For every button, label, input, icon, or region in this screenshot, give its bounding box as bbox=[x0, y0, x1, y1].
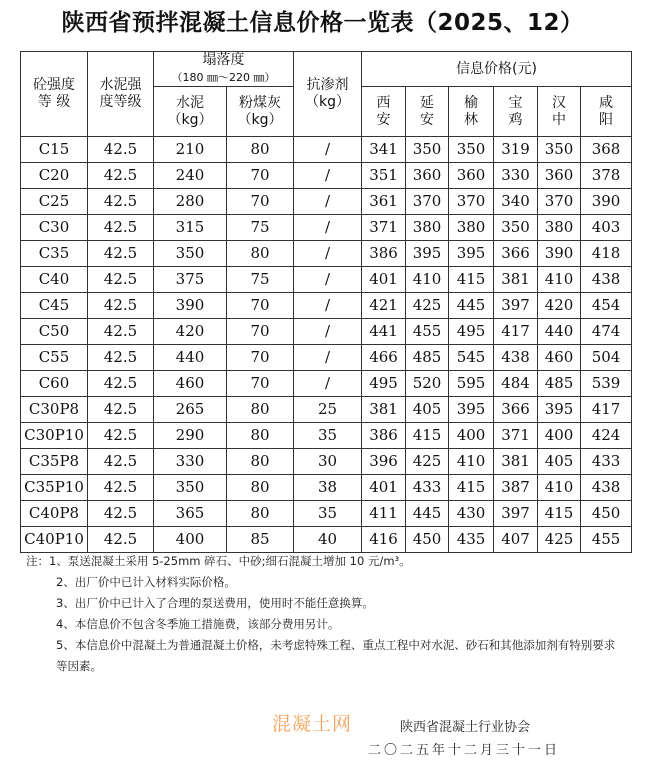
flyash-cell: 70 bbox=[227, 319, 294, 345]
grade-cell: C25 bbox=[21, 189, 88, 215]
table-row bbox=[21, 501, 632, 527]
header-city-yanan: 延 安 bbox=[406, 87, 449, 137]
price-cell: 396 bbox=[362, 449, 406, 475]
price-cell: 350 bbox=[494, 215, 538, 241]
price-cell: 445 bbox=[449, 293, 494, 319]
price-cell: 425 bbox=[406, 293, 449, 319]
grade-cell: C30 bbox=[21, 215, 88, 241]
price-cell: 361 bbox=[362, 189, 406, 215]
notes bbox=[26, 551, 626, 677]
table-row bbox=[21, 397, 632, 423]
price-cell: 340 bbox=[494, 189, 538, 215]
note-2: 2、出厂价中已计入材料实际价格。 bbox=[56, 575, 236, 589]
price-cell: 397 bbox=[494, 293, 538, 319]
price-cell: 410 bbox=[406, 267, 449, 293]
price-cell: 407 bbox=[494, 527, 538, 553]
price-cell: 397 bbox=[494, 501, 538, 527]
flyash-cell: 80 bbox=[227, 449, 294, 475]
price-cell: 341 bbox=[362, 137, 406, 163]
price-cell: 371 bbox=[494, 423, 538, 449]
price-cell: 395 bbox=[449, 241, 494, 267]
cement-cell: 375 bbox=[154, 267, 227, 293]
price-cell: 415 bbox=[538, 501, 581, 527]
price-cell: 460 bbox=[538, 345, 581, 371]
flyash-cell: 70 bbox=[227, 371, 294, 397]
cement-cell: 265 bbox=[154, 397, 227, 423]
grade-cell: C35P8 bbox=[21, 449, 88, 475]
price-cell: 319 bbox=[494, 137, 538, 163]
grade-cell: C35P10 bbox=[21, 475, 88, 501]
price-cell: 504 bbox=[581, 345, 632, 371]
price-cell: 411 bbox=[362, 501, 406, 527]
flyash-cell: 75 bbox=[227, 267, 294, 293]
cement-grade-cell: 42.5 bbox=[88, 267, 154, 293]
cement-cell: 365 bbox=[154, 501, 227, 527]
price-cell: 495 bbox=[362, 371, 406, 397]
flyash-cell: 80 bbox=[227, 241, 294, 267]
price-table-body bbox=[21, 137, 632, 553]
admixture-cell: 38 bbox=[294, 475, 362, 501]
admixture-cell: / bbox=[294, 241, 362, 267]
note-3: 3、出厂价中已计入了合理的泵送费用，使用时不能任意换算。 bbox=[56, 596, 374, 610]
table-row bbox=[21, 215, 632, 241]
price-cell: 390 bbox=[581, 189, 632, 215]
cement-cell: 240 bbox=[154, 163, 227, 189]
grade-cell: C40P10 bbox=[21, 527, 88, 553]
price-cell: 485 bbox=[538, 371, 581, 397]
price-cell: 351 bbox=[362, 163, 406, 189]
price-cell: 395 bbox=[538, 397, 581, 423]
cement-grade-cell: 42.5 bbox=[88, 189, 154, 215]
price-cell: 403 bbox=[581, 215, 632, 241]
cement-cell: 315 bbox=[154, 215, 227, 241]
price-cell: 360 bbox=[449, 163, 494, 189]
table-row bbox=[21, 137, 632, 163]
grade-cell: C60 bbox=[21, 371, 88, 397]
price-cell: 415 bbox=[449, 475, 494, 501]
header-city-xianyang: 咸 阳 bbox=[581, 87, 632, 137]
price-cell: 450 bbox=[406, 527, 449, 553]
price-cell: 441 bbox=[362, 319, 406, 345]
cement-grade-cell: 42.5 bbox=[88, 319, 154, 345]
price-cell: 405 bbox=[538, 449, 581, 475]
admixture-cell: / bbox=[294, 345, 362, 371]
price-cell: 435 bbox=[449, 527, 494, 553]
price-cell: 438 bbox=[581, 267, 632, 293]
table-row bbox=[21, 449, 632, 475]
cement-cell: 290 bbox=[154, 423, 227, 449]
price-cell: 450 bbox=[581, 501, 632, 527]
price-cell: 433 bbox=[581, 449, 632, 475]
price-cell: 440 bbox=[538, 319, 581, 345]
price-cell: 401 bbox=[362, 267, 406, 293]
header-price-group: 信息价格(元) bbox=[362, 52, 632, 87]
price-cell: 380 bbox=[538, 215, 581, 241]
header-slump: 塌落度 （180 ㎜～220 ㎜） bbox=[154, 52, 294, 87]
table-row bbox=[21, 319, 632, 345]
price-cell: 438 bbox=[581, 475, 632, 501]
price-cell: 455 bbox=[581, 527, 632, 553]
cement-cell: 350 bbox=[154, 241, 227, 267]
flyash-cell: 80 bbox=[227, 475, 294, 501]
admixture-cell: / bbox=[294, 215, 362, 241]
price-cell: 474 bbox=[581, 319, 632, 345]
price-cell: 425 bbox=[538, 527, 581, 553]
admixture-cell: 35 bbox=[294, 423, 362, 449]
admixture-cell: / bbox=[294, 319, 362, 345]
price-cell: 395 bbox=[449, 397, 494, 423]
header-city-xian: 西 安 bbox=[362, 87, 406, 137]
header-city-baoji: 宝 鸡 bbox=[494, 87, 538, 137]
header-admixture: 抗渗剂 （kg） bbox=[294, 52, 362, 137]
flyash-cell: 70 bbox=[227, 293, 294, 319]
cement-cell: 390 bbox=[154, 293, 227, 319]
grade-cell: C45 bbox=[21, 293, 88, 319]
price-cell: 386 bbox=[362, 241, 406, 267]
price-cell: 420 bbox=[538, 293, 581, 319]
price-cell: 381 bbox=[362, 397, 406, 423]
price-cell: 400 bbox=[538, 423, 581, 449]
price-cell: 421 bbox=[362, 293, 406, 319]
price-cell: 350 bbox=[406, 137, 449, 163]
cement-grade-cell: 42.5 bbox=[88, 163, 154, 189]
price-cell: 545 bbox=[449, 345, 494, 371]
admixture-cell: / bbox=[294, 137, 362, 163]
price-cell: 368 bbox=[581, 137, 632, 163]
price-cell: 595 bbox=[449, 371, 494, 397]
table-row bbox=[21, 475, 632, 501]
price-cell: 424 bbox=[581, 423, 632, 449]
price-cell: 454 bbox=[581, 293, 632, 319]
price-cell: 520 bbox=[406, 371, 449, 397]
price-cell: 395 bbox=[406, 241, 449, 267]
cement-grade-cell: 42.5 bbox=[88, 137, 154, 163]
price-cell: 410 bbox=[538, 267, 581, 293]
price-cell: 370 bbox=[449, 189, 494, 215]
table-row bbox=[21, 345, 632, 371]
issue-date: 二〇二五年十二月三十一日 bbox=[368, 743, 561, 758]
header-cement: 水泥 （kg） bbox=[154, 87, 227, 137]
price-cell: 417 bbox=[581, 397, 632, 423]
cement-grade-cell: 42.5 bbox=[88, 371, 154, 397]
flyash-cell: 80 bbox=[227, 501, 294, 527]
price-cell: 371 bbox=[362, 215, 406, 241]
table-row bbox=[21, 189, 632, 215]
grade-cell: C50 bbox=[21, 319, 88, 345]
price-cell: 425 bbox=[406, 449, 449, 475]
cement-grade-cell: 42.5 bbox=[88, 449, 154, 475]
cement-cell: 210 bbox=[154, 137, 227, 163]
table-row bbox=[21, 371, 632, 397]
price-cell: 416 bbox=[362, 527, 406, 553]
price-cell: 430 bbox=[449, 501, 494, 527]
note-4: 4、本信息价不包含冬季施工措施费，该部分费用另计。 bbox=[56, 617, 340, 631]
price-cell: 410 bbox=[538, 475, 581, 501]
cement-cell: 400 bbox=[154, 527, 227, 553]
price-cell: 418 bbox=[581, 241, 632, 267]
grade-cell: C30P8 bbox=[21, 397, 88, 423]
price-cell: 350 bbox=[449, 137, 494, 163]
flyash-cell: 75 bbox=[227, 215, 294, 241]
price-cell: 495 bbox=[449, 319, 494, 345]
table-row bbox=[21, 241, 632, 267]
table-row bbox=[21, 293, 632, 319]
grade-cell: C15 bbox=[21, 137, 88, 163]
price-cell: 401 bbox=[362, 475, 406, 501]
price-cell: 380 bbox=[449, 215, 494, 241]
cement-cell: 280 bbox=[154, 189, 227, 215]
flyash-cell: 70 bbox=[227, 345, 294, 371]
cement-grade-cell: 42.5 bbox=[88, 475, 154, 501]
flyash-cell: 80 bbox=[227, 397, 294, 423]
price-cell: 445 bbox=[406, 501, 449, 527]
grade-cell: C30P10 bbox=[21, 423, 88, 449]
admixture-cell: 35 bbox=[294, 501, 362, 527]
price-cell: 484 bbox=[494, 371, 538, 397]
flyash-cell: 70 bbox=[227, 163, 294, 189]
grade-cell: C40P8 bbox=[21, 501, 88, 527]
price-cell: 438 bbox=[494, 345, 538, 371]
table-row bbox=[21, 163, 632, 189]
price-cell: 350 bbox=[538, 137, 581, 163]
note-1: 注：1、泵送混凝土采用 5-25mm 碎石、中砂;细石混凝土增加 10 元/m³。 bbox=[26, 554, 411, 568]
cement-cell: 460 bbox=[154, 371, 227, 397]
cement-cell: 420 bbox=[154, 319, 227, 345]
price-cell: 370 bbox=[406, 189, 449, 215]
price-cell: 433 bbox=[406, 475, 449, 501]
admixture-cell: / bbox=[294, 267, 362, 293]
price-cell: 366 bbox=[494, 397, 538, 423]
flyash-cell: 80 bbox=[227, 423, 294, 449]
admixture-cell: 30 bbox=[294, 449, 362, 475]
watermark: 混凝土网 bbox=[272, 713, 353, 735]
price-cell: 417 bbox=[494, 319, 538, 345]
admixture-cell: / bbox=[294, 189, 362, 215]
price-table bbox=[20, 51, 632, 553]
header-city-hanzhong: 汉 中 bbox=[538, 87, 581, 137]
price-cell: 360 bbox=[406, 163, 449, 189]
cement-grade-cell: 42.5 bbox=[88, 345, 154, 371]
grade-cell: C55 bbox=[21, 345, 88, 371]
price-cell: 466 bbox=[362, 345, 406, 371]
admixture-cell: / bbox=[294, 371, 362, 397]
page-title: 陕西省预拌混凝土信息价格一览表（2025、12） bbox=[61, 10, 584, 36]
price-cell: 370 bbox=[538, 189, 581, 215]
price-cell: 400 bbox=[449, 423, 494, 449]
cement-grade-cell: 42.5 bbox=[88, 501, 154, 527]
cement-cell: 350 bbox=[154, 475, 227, 501]
grade-cell: C35 bbox=[21, 241, 88, 267]
grade-cell: C40 bbox=[21, 267, 88, 293]
price-cell: 381 bbox=[494, 449, 538, 475]
price-cell: 366 bbox=[494, 241, 538, 267]
table-row bbox=[21, 423, 632, 449]
cement-cell: 440 bbox=[154, 345, 227, 371]
price-cell: 378 bbox=[581, 163, 632, 189]
price-cell: 330 bbox=[494, 163, 538, 189]
cement-grade-cell: 42.5 bbox=[88, 215, 154, 241]
header-city-yulin: 榆 林 bbox=[449, 87, 494, 137]
price-cell: 485 bbox=[406, 345, 449, 371]
header-grade: 砼强度 等 级 bbox=[21, 52, 88, 137]
price-cell: 387 bbox=[494, 475, 538, 501]
grade-cell: C20 bbox=[21, 163, 88, 189]
organization-name: 陕西省混凝土行业协会 bbox=[400, 720, 531, 735]
admixture-cell: 40 bbox=[294, 527, 362, 553]
cement-grade-cell: 42.5 bbox=[88, 527, 154, 553]
price-cell: 455 bbox=[406, 319, 449, 345]
admixture-cell: / bbox=[294, 163, 362, 189]
price-cell: 390 bbox=[538, 241, 581, 267]
table-row bbox=[21, 267, 632, 293]
price-cell: 386 bbox=[362, 423, 406, 449]
admixture-cell: 25 bbox=[294, 397, 362, 423]
price-cell: 405 bbox=[406, 397, 449, 423]
price-cell: 360 bbox=[538, 163, 581, 189]
cement-grade-cell: 42.5 bbox=[88, 397, 154, 423]
price-cell: 381 bbox=[494, 267, 538, 293]
price-cell: 539 bbox=[581, 371, 632, 397]
price-cell: 415 bbox=[449, 267, 494, 293]
price-cell: 415 bbox=[406, 423, 449, 449]
flyash-cell: 70 bbox=[227, 189, 294, 215]
price-cell: 380 bbox=[406, 215, 449, 241]
flyash-cell: 85 bbox=[227, 527, 294, 553]
cement-grade-cell: 42.5 bbox=[88, 293, 154, 319]
header-flyash: 粉煤灰 （kg） bbox=[227, 87, 294, 137]
header-cement-grade: 水泥强 度等级 bbox=[88, 52, 154, 137]
price-cell: 410 bbox=[449, 449, 494, 475]
note-5: 5、本信息价中混凝土为普通混凝土价格，未考虑特殊工程、重点工程中对水泥、砂石和其他添加剂有特别要求等因素。 bbox=[56, 638, 616, 673]
cement-grade-cell: 42.5 bbox=[88, 241, 154, 267]
cement-grade-cell: 42.5 bbox=[88, 423, 154, 449]
admixture-cell: / bbox=[294, 293, 362, 319]
cement-cell: 330 bbox=[154, 449, 227, 475]
flyash-cell: 80 bbox=[227, 137, 294, 163]
table-row bbox=[21, 527, 632, 553]
